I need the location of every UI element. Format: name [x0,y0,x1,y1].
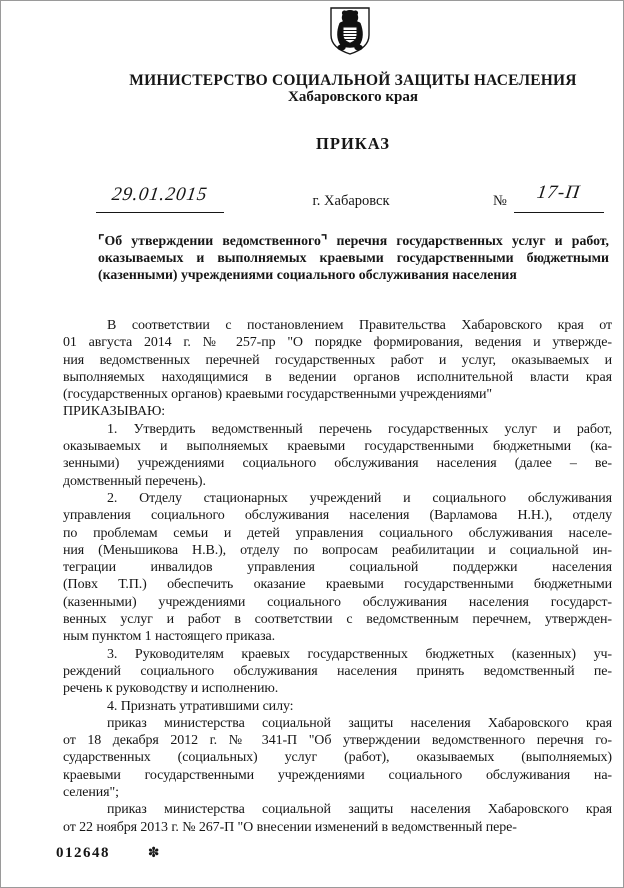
text-line: (казенными) учреждениями социального обслуживания населения государст- [63,594,612,610]
title-line: (казенными) учреждениями социального обслуживания населения [98,267,517,282]
khabarovsk-krai-coat-of-arms-icon [326,5,374,55]
text-line: 2. Отделу стационарных учреждений и социального обслуживания [107,490,612,506]
document-type-heading: ПРИКАЗ [316,134,390,153]
text-line: приказ министерства социальной защиты населения Хабаровского края [107,802,612,818]
text-line: 4. Признать утратившими силу: [107,698,294,714]
asterisk-mark-icon: ✽ [147,845,160,861]
paragraph [63,715,612,801]
text-line: 1. Утвердить ведомственный перечень государственных услуг и работ, [107,421,612,437]
text-line: выполняемых находящимися в ведении органов исполнительной власти края [63,369,612,385]
paragraph [63,421,612,490]
date-field [96,184,224,213]
text-line: реждений социального обслуживания населения принять ведомственный пе- [63,663,612,679]
text-line: управления социального обслуживания населения (Варламова Н.Н.), отделу [63,508,612,524]
text-line: селения"; [63,785,119,801]
ministry-name-line1: МИНИСТЕРСТВО СОЦИАЛЬНОЙ ЗАЩИТЫ НАСЕЛЕНИЯ [129,72,577,89]
paragraph [63,646,612,698]
number-field [514,182,604,213]
paragraph [63,490,612,646]
document-body [63,317,612,836]
title-line: ⌜Об утверждении ведомственного⌝ перечня государственных услуг и работ, [98,233,609,248]
text-line: от 22 ноября 2013 г. № 267-П "О внесении изменений в ведомственный пере- [63,819,517,835]
text-line: домственный перечень). [63,473,206,489]
text-line: (Повх Т.П.) обеспечить оказание краевыми государственными бюджетными [63,577,612,593]
text-line: приказ министерства социальной защиты населения Хабаровского края [107,715,612,731]
paragraph [63,403,612,420]
paragraph [63,698,612,715]
text-line: (государственных органов) краевыми государственными учреждениями" [63,387,492,403]
text-line: от 18 декабря 2012 г. № 341-П "Об утверждении ведомственного перечня го- [63,733,612,749]
handwritten-number: 17-П [536,182,583,203]
text-line: В соответствии с постановлением Правительства Хабаровского края от [107,318,612,333]
text-line: речень к руководству и исполнению. [63,681,279,697]
handwritten-date: 29.01.2015 [110,184,210,205]
paragraph [63,317,612,403]
title-line: оказываемых и выполняемых краевыми государственными бюджетными [98,250,609,265]
footer [56,845,159,862]
text-line: ния ведомственных перечней государственных работ и услуг, оказываемых и [63,352,612,368]
text-line: венных услуг и работ в соответствии с ведомственным перечнем, утвержден- [63,612,612,628]
text-line: ным пунктом 1 настоящего приказа. [63,629,276,645]
paragraph [63,801,612,836]
text-line: зенными) учреждениями социального обслуживания населения (далее – ве- [63,456,612,472]
text-line: оказываемых и выполняемых краевыми государственными бюджетными (ка- [63,439,612,455]
number-sign: № [493,193,507,209]
text-line: по проблемам семьи и детей управления социального обслуживания населе- [63,525,612,541]
document-title [98,232,609,283]
text-line: 3. Руководителям краевых государственных бюджетных (казенных) уч- [107,646,612,662]
text-line: теграции инвалидов управления социальной поддержки населения [63,560,612,576]
place-label: г. Хабаровск [312,193,390,209]
ministry-name-line2: Хабаровского края [288,89,418,105]
text-line: ния (Меньшикова Н.В.), отделу по вопросам реабилитации и социальной ин- [63,542,612,558]
text-line: 01 августа 2014 г. № 257-пр "О порядке формирования, ведения и утвержде- [63,335,612,351]
text-line: краевыми государственными учреждениями социального обслуживания на- [63,767,612,783]
text-line: ПРИКАЗЫВАЮ: [63,404,166,420]
text-line: сударственных (социальных) услуг (работ), оказываемых (выполняемых) [63,750,612,766]
form-code: 012648 [56,845,110,861]
